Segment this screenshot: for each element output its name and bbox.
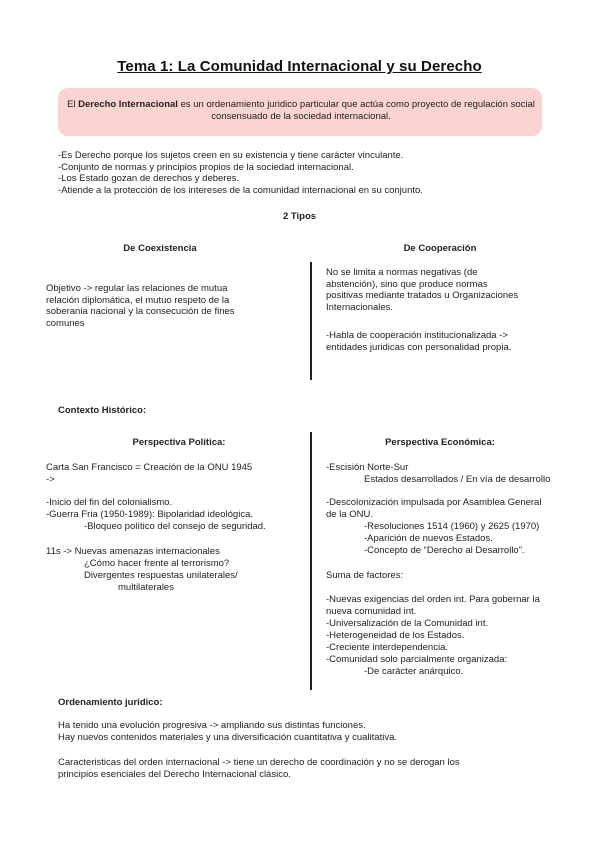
economica-line: -Creciente interdependencia. bbox=[326, 642, 448, 653]
bullet-line: -Atiende a la protección de los intereses de la comunidad internacional en su conjunto. bbox=[58, 184, 423, 196]
definition-term: Derecho Internacional bbox=[78, 99, 178, 110]
bullet-line: -Los Estado gozan de derechos y deberes. bbox=[58, 173, 240, 184]
economica-line: -Descolonización impulsada por Asamblea General bbox=[326, 497, 542, 508]
cooperacion-heading: De Cooperación bbox=[403, 243, 477, 254]
caracteristicas-line: principios esenciales del Derecho Internacional clásico. bbox=[58, 769, 291, 780]
economica-heading: Perspectiva Económica: bbox=[385, 437, 495, 448]
politica-line: 11s -> Nuevas amenazas internacionales bbox=[46, 546, 220, 557]
economica-line: -Heterogeneidad de los Estados. bbox=[326, 630, 465, 641]
cooperacion-line: entidades juridicas con personalidad propia. bbox=[326, 341, 512, 353]
page-title: Tema 1: La Comunidad Internacional y su Derecho bbox=[117, 58, 482, 75]
economica-line: -De carácter anárquico. bbox=[364, 666, 464, 677]
cooperacion-line: abstención), sino que produce normas bbox=[326, 278, 488, 290]
politica-line: -Guerra Fria (1950-1989): Bipolaridad ideológica. bbox=[46, 509, 254, 520]
politica-line: Carta San Francisco = Creación de la ONU 1945 bbox=[46, 462, 253, 473]
economica-line: de la ONU. bbox=[326, 509, 373, 520]
politica-line: multilaterales bbox=[118, 582, 174, 593]
coexistencia-line: soberania nacional y la consecución de fines bbox=[46, 306, 235, 317]
caracteristicas-line: Caracteristicas del orden internacional -> tiene un derecho de coordinación y no se derogan los bbox=[58, 757, 460, 768]
economica-line: -Nuevas exigencias del orden int. Para gobernar la bbox=[326, 594, 540, 605]
economica-line: -Aparición de nuevos Estados. bbox=[364, 533, 493, 544]
tipos-heading: 2 Tipos bbox=[282, 211, 317, 222]
definition-text bbox=[66, 99, 536, 123]
cooperacion-line: -Habla de cooperación institucionalizada -> bbox=[326, 330, 508, 341]
ordenamiento-line: Hay nuevos contenidos materiales y una diversificación cuantitativa y cualitativa. bbox=[58, 732, 398, 743]
bullet-line: -Es Derecho porque los sujetos creen en su existencia y tiene carácter vinculante. bbox=[58, 150, 404, 161]
politica-heading: Perspectiva Política: bbox=[132, 437, 226, 448]
politica-line: -> bbox=[46, 474, 55, 485]
politica-line: Divergentes respuestas unilaterales/ bbox=[84, 570, 238, 581]
coexistencia-line: Objetivo -> regular las relaciones de mutua bbox=[46, 283, 228, 294]
definition-rest: es un ordenamiento juridico particular que actúa como proyecto de regulación social consensuado de la sociedad internacional. bbox=[177, 99, 535, 122]
cooperacion-line: positivas mediante tratados u Organizaciones bbox=[326, 290, 519, 301]
definition-prefix: El bbox=[67, 99, 79, 110]
economica-line: -Resoluciones 1514 (1960) y 2625 (1970) bbox=[364, 521, 540, 532]
coexistencia-line: relación diplomática, el mutuo respeto de la bbox=[46, 294, 230, 306]
contexto-divider bbox=[310, 432, 312, 690]
economica-line: Estados desarrollados / En vía de desarrollo bbox=[364, 474, 551, 485]
economica-line: Suma de factores: bbox=[326, 570, 404, 581]
cooperacion-line: No se limita a normas negativas (de bbox=[326, 267, 478, 278]
economica-line: -Comunidad solo parcialmente organizada: bbox=[326, 654, 508, 665]
economica-line: -Universalización de la Comunidad int. bbox=[326, 618, 489, 629]
ordenamiento-line: Ha tenido una evolución progresiva -> ampliando sus distintas funciones. bbox=[58, 720, 366, 731]
cooperacion-line: Internacionales. bbox=[326, 301, 394, 313]
coexistencia-line: comunes bbox=[46, 317, 85, 329]
politica-line: -Inicio del fin del colonialismo. bbox=[46, 497, 173, 508]
politica-line: ¿Cómo hacer frente al terrorismo? bbox=[84, 558, 230, 569]
bullet-line: -Conjunto de normas y principios propios de la sociedad internacional. bbox=[58, 161, 354, 173]
politica-line: -Bloqueo político del consejo de seguridad. bbox=[84, 521, 266, 532]
coexistencia-heading: De Coexistencia bbox=[123, 243, 197, 254]
economica-line: -Concepto de “Derecho al Desarrollo”. bbox=[364, 545, 525, 556]
tipos-divider bbox=[310, 262, 312, 380]
economica-line: nueva comunidad int. bbox=[326, 606, 417, 617]
ordenamiento-heading: Ordenamiento jurídico: bbox=[58, 697, 163, 708]
economica-line: -Escisión Norte-Sur bbox=[326, 462, 409, 473]
contexto-heading: Contexto Histórico: bbox=[58, 405, 147, 416]
